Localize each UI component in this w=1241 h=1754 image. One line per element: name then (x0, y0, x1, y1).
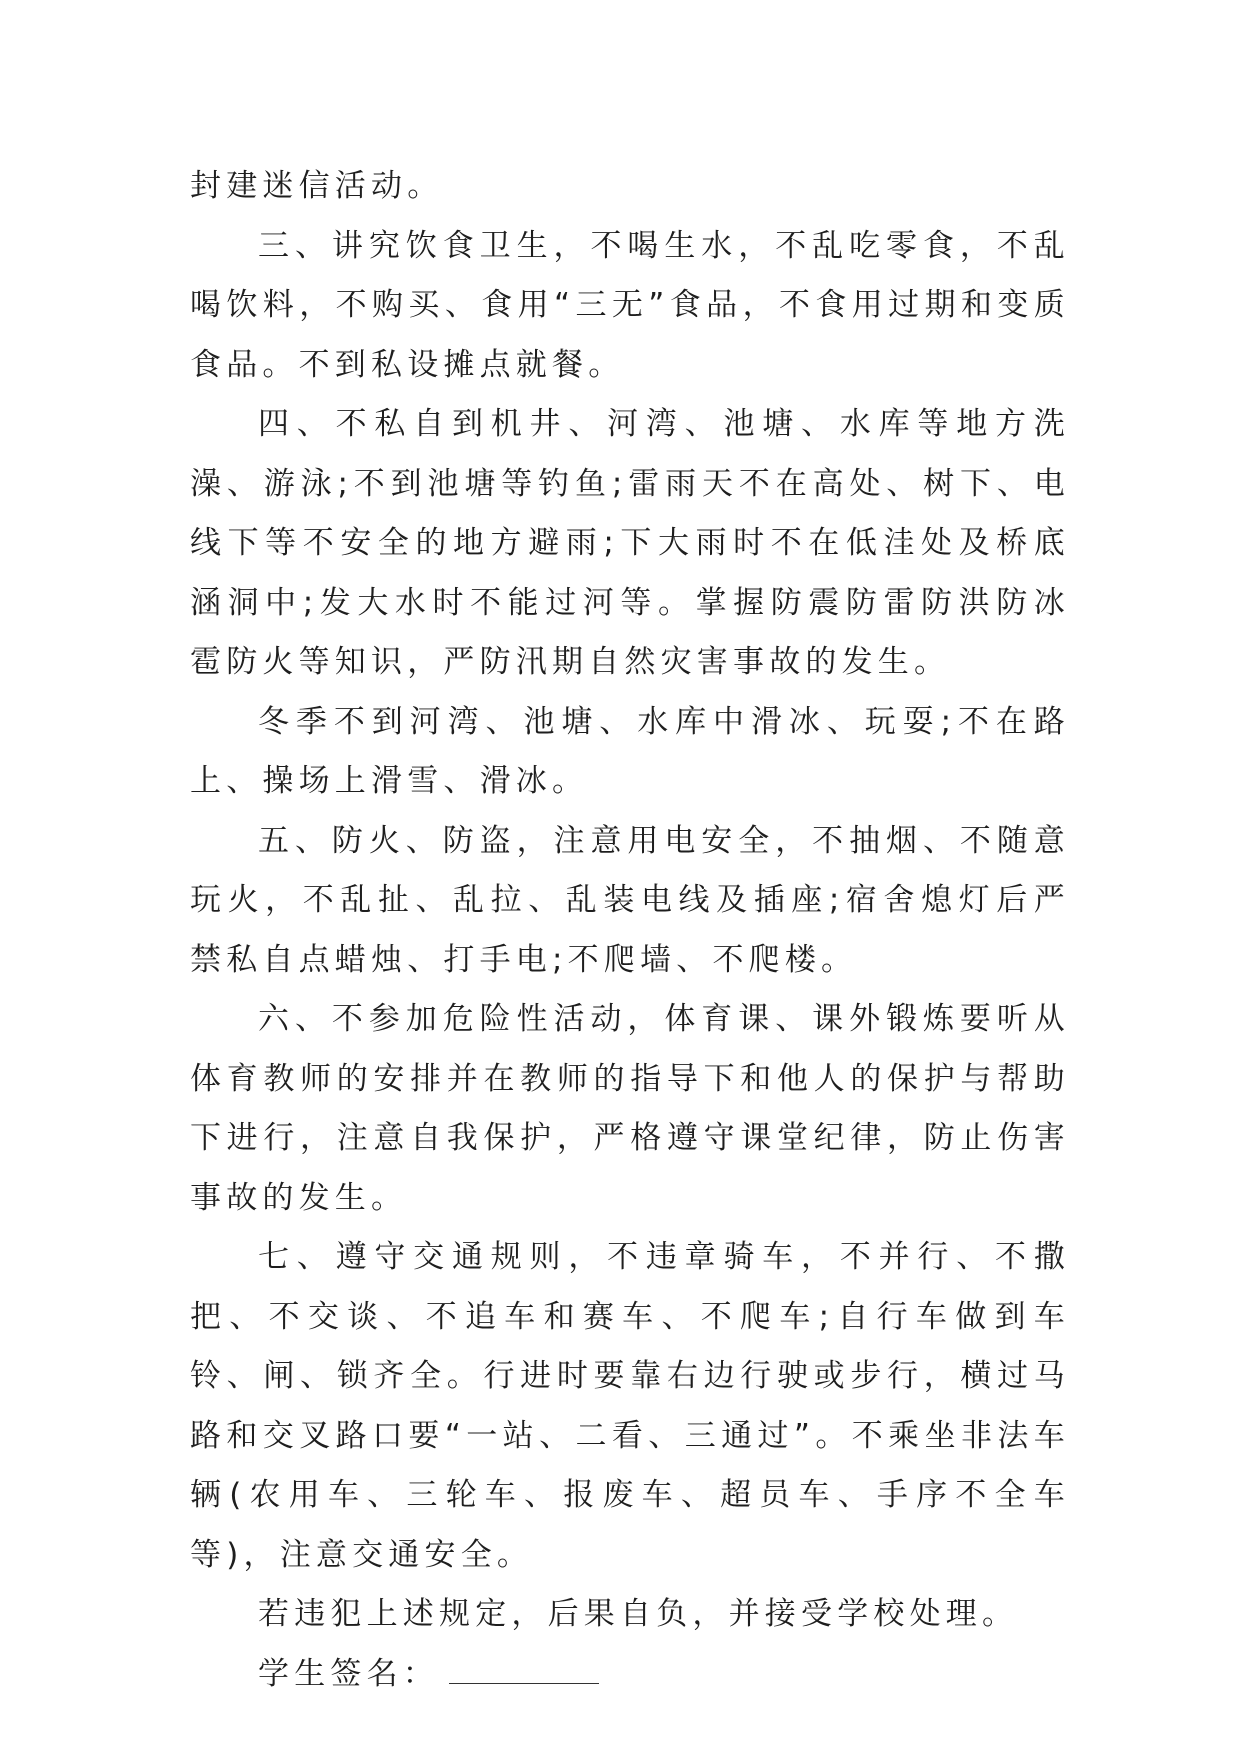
signature-blank-line[interactable] (449, 1650, 599, 1684)
paragraph-rule-4: 四、不私自到机井、河湾、池塘、水库等地方洗澡、游泳;不到池塘等钓鱼;雷雨天不在高处、树下、电线下等不安全的地方避雨;下大雨时不在低洼处及桥底涵洞中;发大水时不能过河等。掌握防震防雷防洪防冰雹防火等知识，严防汛期自然灾害事故的发生。 (190, 406, 1070, 680)
paragraph-rule-7: 七、遵守交通规则，不违章骑车，不并行、不撒把、不交谈、不追车和赛车、不爬车;自行车做到车铃、闸、锁齐全。行进时要靠右边行驶或步行，横过马路和交叉路口要“一站、二看、三通过”。不乘坐非法车辆(农用车、三轮车、报废车、超员车、手序不全车等)，注意交通安全。 (190, 1239, 1070, 1573)
paragraph-rule-3: 三、讲究饮食卫生，不喝生水，不乱吃零食，不乱喝饮料，不购买、食用“三无”食品，不食用过期和变质食品。不到私设摊点就餐。 (190, 227, 1070, 383)
paragraph-rule-6: 六、不参加危险性活动，体育课、课外锻炼要听从体育教师的安排并在教师的指导下和他人的保护与帮助下进行，注意自我保护，严格遵守课堂纪律，防止伤害事故的发生。 (190, 1001, 1070, 1216)
paragraph-consequence: 若违犯上述规定，后果自负，并接受学校处理。 (258, 1596, 1019, 1632)
signature-label: 学生签名： (258, 1655, 439, 1692)
signature-row (190, 1645, 1070, 1705)
paragraph-rule-5: 五、防火、防盗，注意用电安全，不抽烟、不随意玩火，不乱扯、乱拉、乱装电线及插座;宿舍熄灯后严禁私自点蜡烛、打手电;不爬墙、不爬楼。 (190, 822, 1070, 978)
document-body (190, 157, 1070, 1704)
paragraph-winter: 冬季不到河湾、池塘、水库中滑冰、玩耍;不在路上、操场上滑雪、滑冰。 (190, 703, 1070, 799)
paragraph-continuation: 封建迷信活动。 (190, 168, 444, 204)
